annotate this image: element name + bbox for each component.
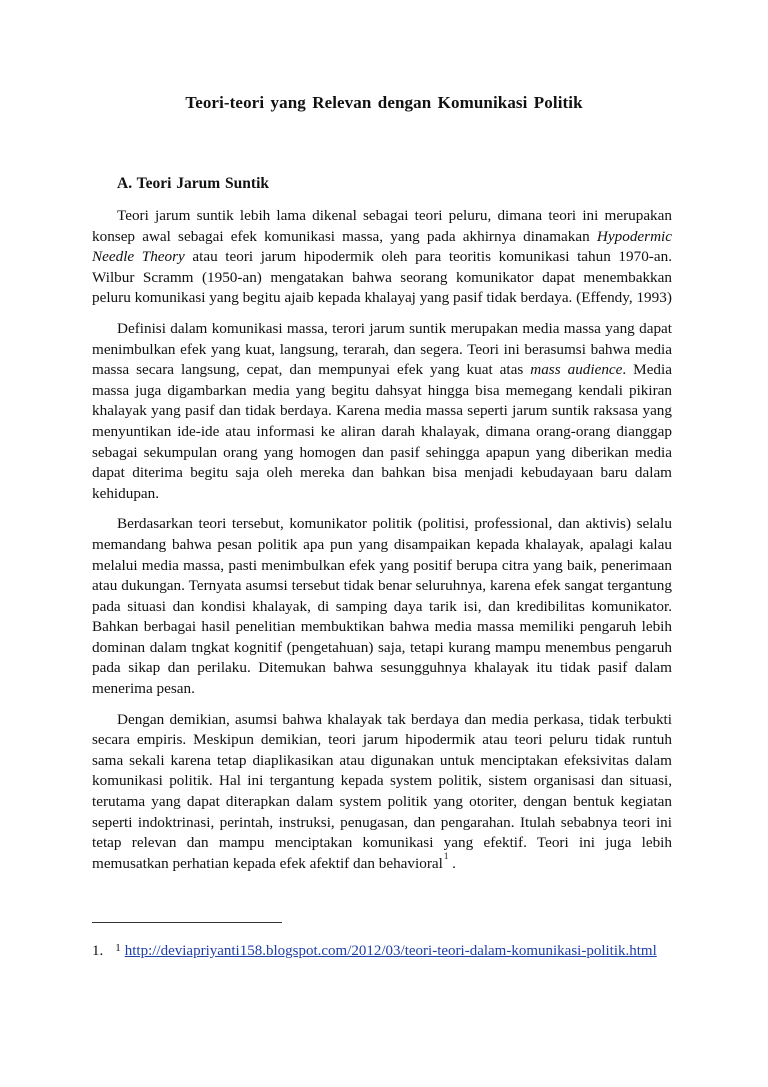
paragraph-2-text-b: . Media massa juga digambarkan media yang begitu dahsyat hingga bisa memegang kendali pikiran khalayak yang pasif dan tidak berdaya. Karena media massa seperti jarum suntik raksasa yang menyuntikan ide-ide atau informasi ke aliran darah khalayak, dimana orang-orang dianggap sebagai sekumpulan orang yang homogen dan pasif sehingga apapun yang diberikan media dapat diterima begitu saja oleh mereka dan bahkan bisa menjadi kebudayaan baru dalam kehidupan.	[92, 361, 672, 502]
body-text	[92, 206, 672, 884]
section-heading: A. Teori Jarum Suntik	[117, 175, 270, 192]
paragraph-2-italic-term: mass audience	[530, 361, 623, 379]
footnote-divider	[92, 922, 282, 923]
footnote-reference[interactable]: 1	[443, 850, 449, 861]
paragraph-2	[92, 319, 672, 504]
paragraph-4	[92, 710, 672, 875]
paragraph-4-text-b: .	[448, 854, 456, 872]
paragraph-2-text-a: Definisi dalam komunikasi massa, terori jarum suntik merupakan media massa yang dapat menimbulkan efek yang kuat, langsung, terarah, dan segera. Teori ini berasumsi bahwa media massa secara langsung, cepat, dan mempunyai efek yang kuat atas	[92, 319, 672, 379]
paragraph-1-text-b: atau teori jarum hipodermik oleh para teoritis komunikasi tahun 1970-an. Wilbur Scramm (1950-an) mengatakan bahwa seorang komunikator dapat menembakkan peluru komunikasi yang begitu ajaib kepada khalayaj yang pasif tidak berdaya. (Effendy, 1993)	[92, 248, 672, 307]
page-title: Teori-teori yang Relevan dengan Komunikasi Politik	[185, 93, 583, 112]
footnote	[92, 943, 657, 960]
paragraph-3: Berdasarkan teori tersebut, komunikator politik (politisi, professional, dan aktivis) selalu memandang bahwa pesan politik apa pun yang disampaikan kepada khalayak, apalagi kalau melalui media massa, pasti menimbulkan efek yang positif berupa citra yang baik, penerimaan atau dukungan. Ternyata asumsi tersebut tidak benar seluruhnya, karena efek sangat tergantung pada situasi dan kondisi khalayak, di samping daya tarik isi, dan kredibilitas komunikator. Bahkan berbagai hasil penelitian membuktikan bahwa media massa memiliki pengaruh lebih dominan dalam tngkat kognitif (pengetahuan) saja, tetapi kurang mampu menembus pengaruh pada sikap dan perilaku. Ditemukan bahwa sesungguhnya khalayak itu tidak pasif dalam menerima pesan.	[92, 515, 672, 698]
footnote-marker: 1	[115, 942, 121, 954]
paragraph-1	[92, 206, 672, 309]
footnote-link[interactable]: http://deviapriyanti158.blogspot.com/2012/03/teori-teori-dalam-komunikasi-politik.html	[124, 943, 657, 959]
paragraph-4-text-a: Dengan demikian, asumsi bahwa khalayak tak berdaya dan media perkasa, tidak terbukti secara empiris. Meskipun demikian, teori jarum hipodermik atau teori peluru tidak runtuh sama sekali karena tetap diaplikasikan atau digunakan untuk menciptakan efeksivitas dalam komunikasi politik. Hal ini tergantung kepada system politik, sistem organisasi dan situasi, terutama yang dapat diterapkan dalam system politik yang otoriter, dengan bentuk kegiatan seperti indoktrinasi, perintah, instruksi, penugasan, dan pengarahan. Itulah sebabnya teori ini tetap relevan dan mampu menciptakan komunikasi yang efektif. Teori ini juga lebih memusatkan perhatian kepada efek afektif dan behavioral	[92, 710, 672, 872]
paragraph-1-text-a: Teori jarum suntik lebih lama dikenal sebagai teori peluru, dimana teori ini merupakan konsep awal sebagai efek komunikasi massa, yang pada akhirnya dinamakan	[92, 207, 672, 245]
footnote-number: 1.	[92, 943, 104, 959]
paragraph-1-italic-term: Hypodermic Needle Theory	[92, 227, 672, 266]
